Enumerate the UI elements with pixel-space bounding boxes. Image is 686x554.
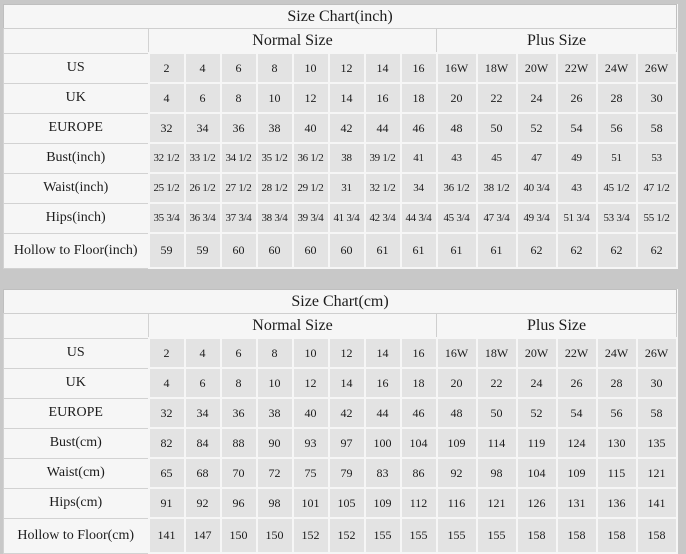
size-cell: 22 (477, 368, 517, 398)
size-cell: 31 (329, 173, 365, 203)
size-cell: 10 (293, 338, 329, 368)
size-cell: 26 (557, 368, 597, 398)
row-label: Hips(inch) (4, 203, 149, 233)
size-cell: 10 (293, 53, 329, 83)
size-cell: 10 (257, 368, 293, 398)
size-cell: 104 (401, 428, 437, 458)
size-cell: 32 1/2 (365, 173, 401, 203)
size-cell: 14 (365, 53, 401, 83)
size-cell: 105 (329, 488, 365, 518)
size-cell: 51 3/4 (557, 203, 597, 233)
size-cell: 49 3/4 (517, 203, 557, 233)
size-cell: 58 (637, 398, 677, 428)
size-cell: 36 (221, 398, 257, 428)
size-cell: 46 (401, 398, 437, 428)
table-title: Size Chart(cm) (4, 290, 677, 314)
size-cell: 41 3/4 (329, 203, 365, 233)
size-cell: 26 (557, 83, 597, 113)
size-cell: 53 3/4 (597, 203, 637, 233)
size-cell: 60 (221, 233, 257, 268)
size-cell: 59 (149, 233, 185, 268)
size-cell: 62 (637, 233, 677, 268)
size-cell: 29 1/2 (293, 173, 329, 203)
size-cell: 8 (257, 338, 293, 368)
size-cell: 34 (185, 113, 221, 143)
size-cell: 50 (477, 398, 517, 428)
column-group-header: Normal Size (149, 314, 437, 339)
size-cell: 91 (149, 488, 185, 518)
size-cell: 51 (597, 143, 637, 173)
size-cell: 20W (517, 53, 557, 83)
table-row (4, 368, 677, 398)
row-label: Hips(cm) (4, 488, 149, 518)
size-cell: 16W (437, 53, 477, 83)
size-cell: 62 (597, 233, 637, 268)
size-cell: 46 (401, 113, 437, 143)
size-cell: 65 (149, 458, 185, 488)
table-row (4, 83, 677, 113)
size-cell: 135 (637, 428, 677, 458)
size-cell: 60 (293, 233, 329, 268)
size-cell: 8 (221, 368, 257, 398)
row-label: Waist(cm) (4, 458, 149, 488)
size-cell: 18W (477, 53, 517, 83)
size-cell: 42 (329, 113, 365, 143)
size-cell: 30 (637, 368, 677, 398)
size-cell: 12 (293, 83, 329, 113)
table-row (4, 518, 677, 553)
size-cell: 59 (185, 233, 221, 268)
size-chart-cm-table (3, 289, 678, 554)
size-cell: 90 (257, 428, 293, 458)
row-label: UK (4, 368, 149, 398)
size-cell: 83 (365, 458, 401, 488)
size-cell: 50 (477, 113, 517, 143)
size-cell: 22W (557, 338, 597, 368)
table-row (4, 428, 677, 458)
size-cell: 27 1/2 (221, 173, 257, 203)
row-label: Bust(inch) (4, 143, 149, 173)
size-cell: 12 (329, 53, 365, 83)
size-cell: 41 (401, 143, 437, 173)
size-cell: 35 1/2 (257, 143, 293, 173)
size-cell: 114 (477, 428, 517, 458)
size-cell: 44 3/4 (401, 203, 437, 233)
size-cell: 10 (257, 83, 293, 113)
size-cell: 62 (557, 233, 597, 268)
size-cell: 141 (149, 518, 185, 553)
size-cell: 155 (477, 518, 517, 553)
size-cell: 18W (477, 338, 517, 368)
size-cell: 62 (517, 233, 557, 268)
size-cell: 109 (437, 428, 477, 458)
size-cell: 2 (149, 53, 185, 83)
size-cell: 26W (637, 338, 677, 368)
size-cell: 28 (597, 368, 637, 398)
size-cell: 30 (637, 83, 677, 113)
size-cell: 109 (557, 458, 597, 488)
size-cell: 38 3/4 (257, 203, 293, 233)
size-cell: 47 (517, 143, 557, 173)
size-cell: 88 (221, 428, 257, 458)
size-cell: 38 (257, 113, 293, 143)
size-cell: 43 (557, 173, 597, 203)
size-cell: 158 (637, 518, 677, 553)
size-cell: 54 (557, 398, 597, 428)
size-chart-inch-title-row (4, 5, 677, 29)
table-row (4, 173, 677, 203)
size-cell: 131 (557, 488, 597, 518)
size-cell: 53 (637, 143, 677, 173)
size-cell: 4 (149, 368, 185, 398)
row-label: Bust(cm) (4, 428, 149, 458)
table-row (4, 488, 677, 518)
size-cell: 16 (365, 83, 401, 113)
size-cell: 8 (257, 53, 293, 83)
size-cell: 150 (257, 518, 293, 553)
size-cell: 16 (401, 53, 437, 83)
column-group-header: Plus Size (437, 29, 677, 54)
size-cell: 39 1/2 (365, 143, 401, 173)
size-cell: 104 (517, 458, 557, 488)
size-cell: 52 (517, 113, 557, 143)
size-cell: 121 (477, 488, 517, 518)
size-cell: 34 (401, 173, 437, 203)
size-cell: 32 1/2 (149, 143, 185, 173)
size-cell: 72 (257, 458, 293, 488)
size-cell: 40 3/4 (517, 173, 557, 203)
table-row (4, 233, 677, 268)
size-cell: 36 1/2 (437, 173, 477, 203)
size-cell: 56 (597, 113, 637, 143)
size-cell: 116 (437, 488, 477, 518)
row-label: Hollow to Floor(inch) (4, 233, 149, 268)
size-cell: 141 (637, 488, 677, 518)
column-group-header: Normal Size (149, 29, 437, 54)
size-cell: 12 (329, 338, 365, 368)
size-cell: 45 3/4 (437, 203, 477, 233)
size-cell: 86 (401, 458, 437, 488)
size-cell: 24W (597, 53, 637, 83)
size-cell: 24 (517, 83, 557, 113)
size-cell: 38 (329, 143, 365, 173)
size-cell: 26W (637, 53, 677, 83)
size-cell: 52 (517, 398, 557, 428)
size-cell: 48 (437, 398, 477, 428)
size-cell: 14 (365, 338, 401, 368)
size-cell: 2 (149, 338, 185, 368)
size-cell: 36 3/4 (185, 203, 221, 233)
size-chart-cm-title-row (4, 290, 677, 314)
size-cell: 36 (221, 113, 257, 143)
size-cell: 6 (185, 83, 221, 113)
size-cell: 55 1/2 (637, 203, 677, 233)
size-cell: 68 (185, 458, 221, 488)
size-cell: 126 (517, 488, 557, 518)
row-label: EUROPE (4, 113, 149, 143)
size-cell: 147 (185, 518, 221, 553)
size-cell: 155 (437, 518, 477, 553)
size-cell: 33 1/2 (185, 143, 221, 173)
size-cell: 14 (329, 368, 365, 398)
size-cell: 98 (257, 488, 293, 518)
size-cell: 79 (329, 458, 365, 488)
table-title: Size Chart(inch) (4, 5, 677, 29)
size-cell: 49 (557, 143, 597, 173)
size-cell: 20 (437, 368, 477, 398)
table-row (4, 398, 677, 428)
row-label: Hollow to Floor(cm) (4, 518, 149, 553)
size-cell: 26 1/2 (185, 173, 221, 203)
size-cell: 6 (185, 368, 221, 398)
corner-cell (4, 29, 149, 54)
size-cell: 18 (401, 83, 437, 113)
size-cell: 112 (401, 488, 437, 518)
size-cell: 70 (221, 458, 257, 488)
size-cell: 47 1/2 (637, 173, 677, 203)
size-cell: 20 (437, 83, 477, 113)
size-cell: 34 (185, 398, 221, 428)
size-cell: 32 (149, 398, 185, 428)
size-cell: 16 (365, 368, 401, 398)
size-cell: 75 (293, 458, 329, 488)
size-cell: 20W (517, 338, 557, 368)
size-cell: 130 (597, 428, 637, 458)
size-cell: 61 (437, 233, 477, 268)
size-cell: 24W (597, 338, 637, 368)
size-cell: 101 (293, 488, 329, 518)
table-row (4, 458, 677, 488)
size-cell: 14 (329, 83, 365, 113)
size-cell: 37 3/4 (221, 203, 257, 233)
size-cell: 158 (597, 518, 637, 553)
size-cell: 38 (257, 398, 293, 428)
size-cell: 150 (221, 518, 257, 553)
size-cell: 158 (557, 518, 597, 553)
size-cell: 92 (437, 458, 477, 488)
size-cell: 4 (149, 83, 185, 113)
size-cell: 8 (221, 83, 257, 113)
size-cell: 24 (517, 368, 557, 398)
row-label: UK (4, 83, 149, 113)
size-cell: 60 (329, 233, 365, 268)
size-cell: 6 (221, 338, 257, 368)
size-cell: 98 (477, 458, 517, 488)
table-row (4, 143, 677, 173)
size-cell: 97 (329, 428, 365, 458)
size-cell: 84 (185, 428, 221, 458)
size-cell: 96 (221, 488, 257, 518)
size-cell: 61 (401, 233, 437, 268)
table-row (4, 53, 677, 83)
size-cell: 6 (221, 53, 257, 83)
size-cell: 42 3/4 (365, 203, 401, 233)
size-cell: 39 3/4 (293, 203, 329, 233)
size-cell: 34 1/2 (221, 143, 257, 173)
size-cell: 124 (557, 428, 597, 458)
size-cell: 152 (293, 518, 329, 553)
size-cell: 158 (517, 518, 557, 553)
size-cell: 4 (185, 338, 221, 368)
size-cell: 92 (185, 488, 221, 518)
size-cell: 48 (437, 113, 477, 143)
row-label: US (4, 53, 149, 83)
size-cell: 119 (517, 428, 557, 458)
size-cell: 40 (293, 113, 329, 143)
size-cell: 28 1/2 (257, 173, 293, 203)
table-row (4, 338, 677, 368)
size-cell: 47 3/4 (477, 203, 517, 233)
size-cell: 45 (477, 143, 517, 173)
size-cell: 82 (149, 428, 185, 458)
size-cell: 38 1/2 (477, 173, 517, 203)
size-cell: 109 (365, 488, 401, 518)
size-cell: 155 (365, 518, 401, 553)
row-label: Waist(inch) (4, 173, 149, 203)
size-cell: 115 (597, 458, 637, 488)
size-cell: 155 (401, 518, 437, 553)
size-cell: 12 (293, 368, 329, 398)
corner-cell (4, 314, 149, 339)
size-cell: 61 (365, 233, 401, 268)
size-cell: 136 (597, 488, 637, 518)
table-row (4, 113, 677, 143)
size-cell: 100 (365, 428, 401, 458)
size-cell: 40 (293, 398, 329, 428)
size-cell: 28 (597, 83, 637, 113)
column-group-header: Plus Size (437, 314, 677, 339)
size-cell: 93 (293, 428, 329, 458)
size-cell: 35 3/4 (149, 203, 185, 233)
size-charts (3, 4, 686, 554)
table-row (4, 203, 677, 233)
size-chart-inch-group-row (4, 29, 677, 54)
size-cell: 4 (185, 53, 221, 83)
size-cell: 22 (477, 83, 517, 113)
size-cell: 152 (329, 518, 365, 553)
size-cell: 44 (365, 398, 401, 428)
size-cell: 25 1/2 (149, 173, 185, 203)
size-cell: 44 (365, 113, 401, 143)
size-cell: 56 (597, 398, 637, 428)
size-cell: 18 (401, 368, 437, 398)
size-cell: 61 (477, 233, 517, 268)
row-label: EUROPE (4, 398, 149, 428)
size-cell: 54 (557, 113, 597, 143)
size-cell: 43 (437, 143, 477, 173)
row-label: US (4, 338, 149, 368)
size-cell: 32 (149, 113, 185, 143)
size-cell: 16 (401, 338, 437, 368)
size-cell: 45 1/2 (597, 173, 637, 203)
size-cell: 58 (637, 113, 677, 143)
size-cell: 22W (557, 53, 597, 83)
size-cell: 36 1/2 (293, 143, 329, 173)
size-cell: 42 (329, 398, 365, 428)
size-cell: 121 (637, 458, 677, 488)
size-chart-inch-table (3, 4, 678, 269)
size-chart-cm-group-row (4, 314, 677, 339)
size-cell: 60 (257, 233, 293, 268)
size-cell: 16W (437, 338, 477, 368)
